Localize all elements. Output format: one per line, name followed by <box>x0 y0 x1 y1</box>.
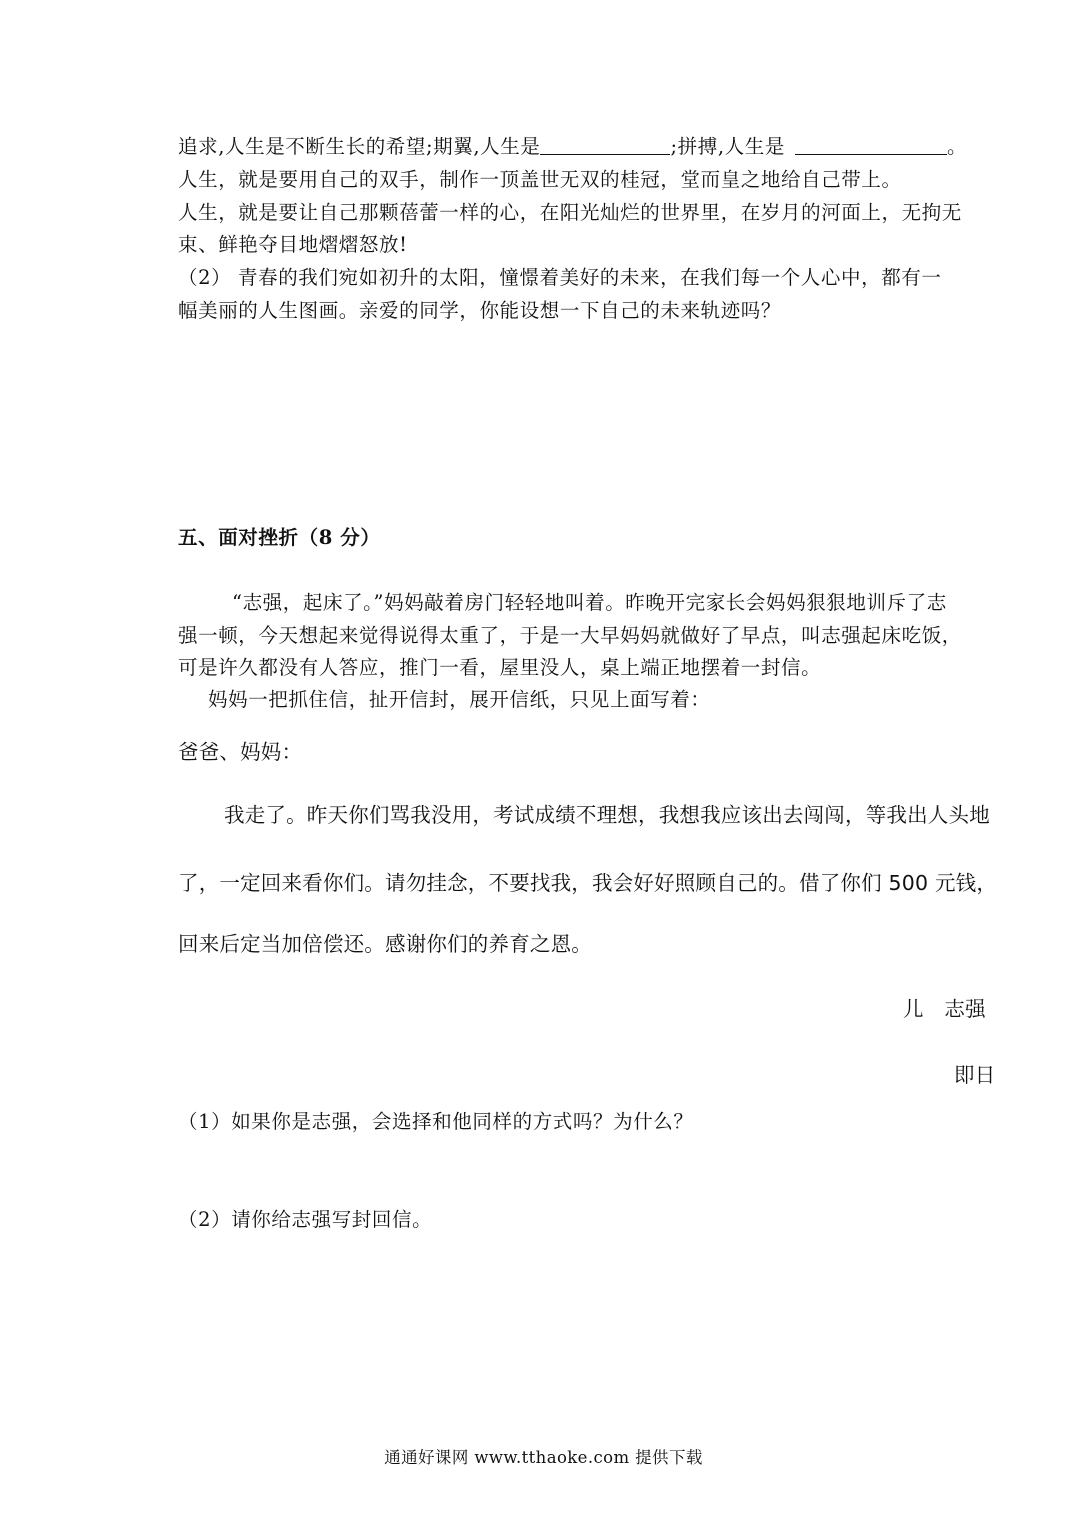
letter-salutation: 爸爸、妈妈： <box>178 740 303 764</box>
story-line3: 可是许久都没有人答应，推门一看，屋里没人，桌上端正地摆着一封信。 <box>178 656 822 679</box>
section4-line4: 束、鲜艳夺目地熠熠怒放! <box>178 233 408 256</box>
story-line2: 强一顿，今天想起来觉得说得太重了，于是一大早妈妈就做好了早点，叫志强起床吃饭， <box>178 624 962 647</box>
section5-heading: 五、面对挫折（8 分） <box>178 526 381 549</box>
line1-text-a: 追求,人生是不断生长的希望;期翼,人生是 <box>178 135 541 158</box>
line1-text-b: ;拼搏,人生是 <box>670 135 785 158</box>
story-line1: “志强，起床了。”妈妈敲着房门轻轻地叫着。昨晚开完家长会妈妈狠狠地训斥了志 <box>232 591 947 614</box>
section4-line2: 人生，就是要用自己的双手，制作一顶盖世无双的桂冠，堂而皇之地给自己带上。 <box>178 168 902 191</box>
letter-body-line3: 回来后定当加倍偿还。感谢你们的养育之恩。 <box>178 932 592 956</box>
letter-signature: 儿 志强 <box>903 997 986 1021</box>
question-2: （2）请你给志强写封回信。 <box>178 1208 433 1231</box>
letter-body-line1: 我走了。昨天你们骂我没用，考试成绩不理想，我想我应该出去闯闯，等我出人头地 <box>224 803 990 827</box>
letter-body-line2: 了，一定回来看你们。请勿挂念，不要找我，我会好好照顾自己的。借了你们 500 元钱， <box>178 871 998 895</box>
question-2-line1: （2） 青春的我们宛如初升的太阳，憧憬着美好的未来，在我们每一个人心中，都有一 <box>178 266 942 289</box>
answer-blank-2[interactable] <box>795 134 947 155</box>
question-2-line2: 幅美丽的人生图画。亲爱的同学，你能设想一下自己的未来轨迹吗？ <box>178 299 782 322</box>
letter-date: 即日 <box>954 1063 996 1087</box>
section4-line3: 人生，就是要让自己那颗蓓蕾一样的心，在阳光灿烂的世界里，在岁月的河面上，无拘无 <box>178 201 962 224</box>
story-line4: 妈妈一把抓住信，扯开信封，展开信纸，只见上面写着： <box>208 688 711 711</box>
page-footer: 通通好课网 www.tthaoke.com 提供下载 <box>384 1448 703 1467</box>
section4-line1 <box>178 132 967 162</box>
question-1: （1）如果你是志强，会选择和他同样的方式吗？为什么？ <box>178 1110 694 1133</box>
answer-blank-1[interactable] <box>540 134 670 155</box>
line1-text-c: 。 <box>946 135 968 158</box>
